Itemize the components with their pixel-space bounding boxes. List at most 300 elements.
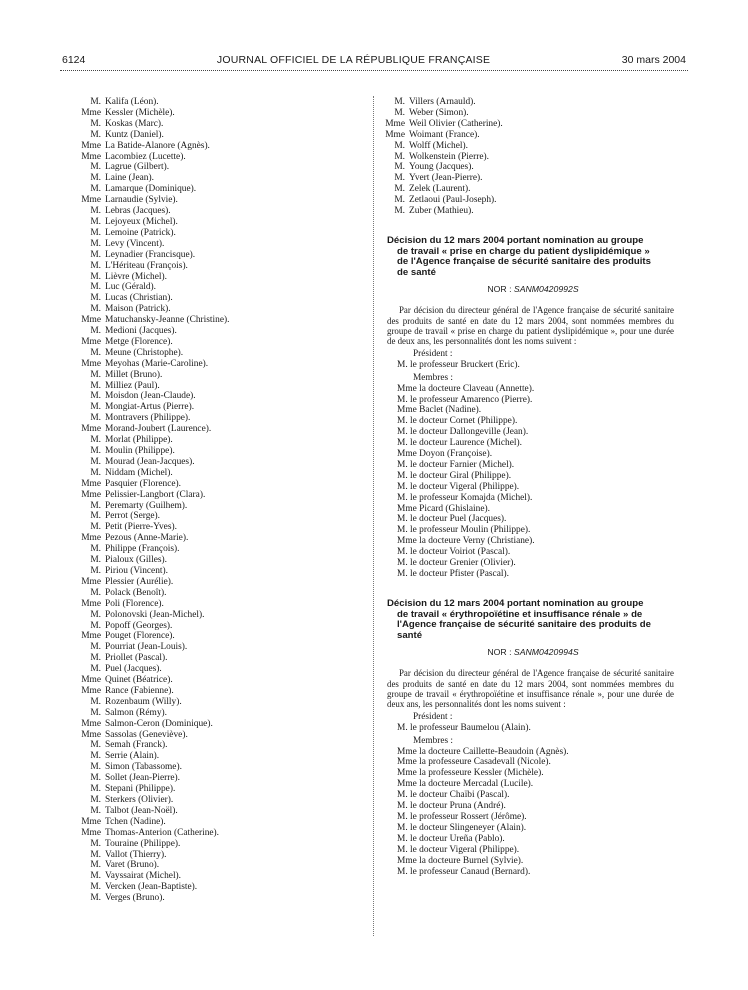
entry-title: Mme [81, 598, 101, 609]
decision-1-title-line: de santé [397, 266, 436, 278]
entry-name: Simon (Tabassome). [105, 762, 182, 773]
entry-name: Young (Jacques). [409, 162, 474, 173]
entry-title: M. [90, 620, 101, 631]
name-entry [80, 97, 365, 108]
member-entry: M. le professeur Rossert (Jérôme). [397, 811, 527, 822]
name-entry [383, 141, 683, 152]
name-entry [80, 195, 365, 206]
entry-name: Salmon-Ceron (Dominique). [105, 718, 213, 729]
name-entry [80, 806, 365, 817]
entry-title: Mme [81, 140, 101, 151]
member-entry: Mme Doyon (Françoise). [397, 449, 493, 460]
entry-title: M. [90, 882, 101, 893]
entry-name: Lacombiez (Lucette). [105, 151, 186, 162]
entry-name: Levy (Vincent). [105, 238, 165, 249]
member-entry: Mme Picard (Ghislaine). [397, 503, 490, 514]
entry-title: M. [90, 860, 101, 871]
name-entry [80, 839, 365, 850]
decision-1-president: M. le professeur Bruckert (Eric). [397, 359, 520, 370]
entry-title: M. [90, 740, 101, 751]
entry-name: Lamarque (Dominique). [105, 184, 197, 195]
entry-name: Lagrue (Gilbert). [105, 162, 170, 173]
name-entry [80, 762, 365, 773]
decision-2-president-label: Président : [413, 711, 453, 722]
name-entry [383, 162, 683, 173]
member-entry: M. le docteur Ureña (Pablo). [397, 833, 505, 844]
name-entry [80, 522, 365, 533]
entry-name: Matuchansky-Jeanne (Christine). [105, 315, 230, 326]
member-entry: M. le docteur Voiriot (Pascal). [397, 547, 511, 558]
entry-name: Meune (Christophe). [105, 347, 184, 358]
name-entry [80, 293, 365, 304]
entry-title: M. [90, 893, 101, 904]
name-entry [80, 719, 365, 730]
decision-1-title [383, 236, 675, 278]
entry-name: Kalifa (Léon). [105, 97, 159, 107]
entry-name: Weber (Simon). [409, 107, 469, 118]
member-entry: M. le docteur Vigeral (Philippe). [397, 481, 520, 492]
entry-name: Villers (Arnauld). [409, 97, 476, 107]
entry-title: Mme [81, 336, 101, 347]
entry-name: Moulin (Philippe). [105, 446, 175, 456]
entry-title: Mme [81, 195, 101, 206]
decision-2-title-line: de travail « érythropoïétine et insuffisance rénale » de [397, 608, 643, 620]
name-entry [80, 184, 365, 195]
name-entry [80, 893, 365, 904]
entry-title: Mme [81, 533, 101, 544]
entry-name: Metge (Florence). [105, 336, 173, 347]
entry-name: Vercken (Jean-Baptiste). [105, 882, 198, 893]
entry-name: Touraine (Philippe). [105, 838, 181, 849]
name-entry [80, 108, 365, 119]
decision-2-title-line: Décision du 12 mars 2004 portant nomination au groupe [387, 597, 644, 609]
entry-name: Zuber (Mathieu). [409, 206, 474, 217]
entry-title: M. [90, 227, 101, 238]
entry-name: Sollet (Jean-Pierre). [105, 773, 180, 784]
name-entry [80, 457, 365, 468]
name-entry [383, 206, 683, 217]
decision-1-members-label: Membres : [413, 372, 454, 383]
entry-title: M. [90, 696, 101, 707]
name-entry [80, 740, 365, 751]
member-entry: M. le docteur Grenier (Olivier). [397, 558, 516, 569]
entry-name: Piriou (Vincent). [105, 565, 168, 576]
entry-title: M. [90, 162, 101, 173]
name-entry [80, 566, 365, 577]
entry-name: Lièvre (Michel). [105, 271, 167, 282]
name-entry [80, 348, 365, 359]
name-entry [80, 228, 365, 239]
name-entry [80, 555, 365, 566]
name-entry [383, 152, 683, 163]
entry-name: Laine (Jean). [105, 173, 154, 184]
name-entry [80, 686, 365, 697]
entry-name: Kessler (Michèle). [105, 107, 175, 118]
entry-name: Pasquier (Florence). [105, 478, 182, 489]
entry-title: M. [90, 402, 101, 413]
entry-title: M. [90, 456, 101, 467]
entry-name: Vallot (Thierry). [105, 849, 167, 860]
entry-name: Morand-Joubert (Laurence). [105, 424, 212, 435]
entry-title: Mme [81, 675, 101, 686]
name-entry [80, 664, 365, 675]
member-entry: Mme la docteure Caillette-Beaudoin (Agnès). [397, 746, 569, 757]
entry-name: Niddam (Michel). [105, 467, 173, 478]
entry-name: Quinet (Béatrice). [105, 675, 173, 686]
entry-title: M. [90, 751, 101, 762]
name-entry [80, 424, 365, 435]
entry-title: M. [90, 260, 101, 271]
name-entry [80, 751, 365, 762]
entry-title: M. [90, 173, 101, 184]
member-entry: M. le docteur Laurence (Michel). [397, 438, 522, 449]
decision-2-title [383, 599, 675, 641]
entry-name: Lucas (Christian). [105, 293, 173, 304]
name-entry [80, 152, 365, 163]
entry-title: M. [394, 184, 405, 195]
name-entry [80, 697, 365, 708]
name-entry [80, 599, 365, 610]
entry-name: Pelissier-Langbort (Clara). [105, 489, 206, 500]
entry-title: M. [90, 129, 101, 140]
member-entry: M. le docteur Chaïbi (Pascal). [397, 790, 510, 801]
decision-2-title-line: l'Agence française de sécurité sanitaire des produits de [397, 619, 651, 631]
entry-name: Rance (Fabienne). [105, 685, 174, 696]
entry-title: Mme [385, 118, 405, 129]
entry-title: M. [90, 664, 101, 675]
entry-title: M. [90, 795, 101, 805]
decision-2-nor [383, 647, 683, 658]
name-entry [80, 402, 365, 413]
entry-name: Meyohas (Marie-Caroline). [105, 358, 209, 369]
name-entry [80, 217, 365, 228]
decision-1-title-line: Décision du 12 mars 2004 portant nomination au groupe [387, 234, 644, 246]
nor-label: NOR : [487, 647, 512, 658]
entry-title: Mme [385, 129, 405, 140]
name-entry [80, 588, 365, 599]
decision-1-title-line: de l'Agence française de sécurité sanitaire des produits [397, 256, 651, 268]
entry-title: M. [90, 805, 101, 816]
name-entry [80, 730, 365, 741]
entry-title: Mme [81, 576, 101, 587]
entry-name: Luc (Gérald). [105, 282, 157, 293]
member-entry: M. le docteur Pfister (Pascal). [397, 569, 509, 579]
entry-name: Vayssairat (Michel). [105, 871, 182, 882]
member-entry: M. le docteur Dallongeville (Jean). [397, 427, 529, 438]
entry-title: M. [90, 544, 101, 555]
name-entry [80, 784, 365, 795]
entry-title: M. [90, 282, 101, 293]
entry-name: Pezous (Anne-Marie). [105, 533, 189, 544]
entry-title: Mme [81, 151, 101, 162]
name-entry [80, 479, 365, 490]
entry-name: Popoff (Georges). [105, 620, 173, 631]
entry-name: Lemoine (Patrick). [105, 227, 176, 238]
entry-title: M. [90, 347, 101, 358]
entry-name: Pouget (Florence). [105, 631, 175, 642]
nor-code: SANM0420994S [513, 647, 579, 658]
entry-name: Poli (Florence). [105, 598, 164, 609]
entry-title: M. [90, 773, 101, 784]
name-entry [80, 544, 365, 555]
entry-name: La Batide-Alanore (Agnès). [105, 140, 210, 151]
entry-title: M. [90, 184, 101, 195]
entry-name: Priollet (Pascal). [105, 653, 168, 664]
decision-1-members [383, 384, 683, 580]
entry-name: Sterkers (Olivier). [105, 795, 174, 805]
entry-title: M. [90, 446, 101, 456]
entry-title: M. [394, 173, 405, 184]
name-entry [80, 141, 365, 152]
entry-title: M. [90, 555, 101, 566]
entry-title: M. [90, 413, 101, 424]
member-entry: M. le docteur Pruna (André). [397, 801, 506, 812]
name-entry [80, 642, 365, 653]
name-entry [80, 795, 365, 806]
entry-title: Mme [81, 729, 101, 740]
name-entry [80, 359, 365, 370]
entry-title: M. [90, 653, 101, 664]
entry-title: Mme [81, 718, 101, 729]
entry-name: Perrot (Serge). [105, 511, 161, 522]
member-entry: Mme la docteure Mercadal (Lucile). [397, 779, 534, 790]
journal-title: JOURNAL OFFICIEL DE LA RÉPUBLIQUE FRANÇAISE [216, 54, 491, 66]
entry-title: Mme [81, 358, 101, 369]
decision-1-president-label: Président : [413, 348, 453, 359]
entry-title: M. [90, 238, 101, 249]
name-entry [80, 315, 365, 326]
member-entry: M. le professeur Moulin (Philippe). [397, 525, 531, 536]
entry-title: Mme [81, 315, 101, 326]
entry-name: Montravers (Philippe). [105, 413, 191, 424]
name-entry [80, 391, 365, 402]
name-entry [80, 413, 365, 424]
decision-1-nor [383, 284, 683, 295]
entry-title: M. [90, 304, 101, 315]
name-entry [80, 577, 365, 588]
entry-name: Tchen (Nadine). [105, 816, 166, 827]
name-entry [80, 773, 365, 784]
name-entry [80, 828, 365, 839]
entry-title: M. [90, 435, 101, 446]
page-number: 6124 [62, 54, 86, 66]
name-entry [80, 653, 365, 664]
right-name-list [383, 97, 683, 217]
name-entry [80, 882, 365, 893]
page-header [62, 44, 686, 66]
entry-name: Wolkenstein (Pierre). [409, 151, 489, 162]
entry-title: Mme [81, 685, 101, 696]
entry-title: M. [90, 467, 101, 478]
entry-name: Millet (Bruno). [105, 369, 163, 380]
member-entry: Mme Baclet (Nadine). [397, 405, 482, 416]
entry-name: Larnaudie (Sylvie). [105, 195, 178, 206]
entry-title: M. [394, 162, 405, 173]
column-divider [373, 96, 374, 936]
name-entry [80, 272, 365, 283]
member-entry: M. le professeur Komajda (Michel). [397, 492, 533, 503]
name-entry [383, 184, 683, 195]
name-entry [80, 173, 365, 184]
entry-name: Lebras (Jacques). [105, 206, 171, 217]
entry-title: M. [394, 151, 405, 162]
entry-title: Mme [81, 424, 101, 435]
name-entry [80, 871, 365, 882]
entry-name: Varet (Bruno). [105, 860, 160, 871]
entry-name: Petit (Pierre-Yves). [105, 522, 177, 533]
name-entry [80, 631, 365, 642]
entry-name: Verges (Bruno). [105, 893, 165, 904]
name-entry [80, 250, 365, 261]
entry-title: M. [90, 522, 101, 533]
name-entry [80, 304, 365, 315]
entry-title: M. [90, 609, 101, 620]
name-entry [383, 173, 683, 184]
entry-name: Woimant (France). [409, 129, 480, 140]
entry-title: M. [90, 849, 101, 860]
entry-title: M. [90, 216, 101, 227]
decision-2-title-line: santé [397, 629, 423, 641]
decision-2-paragraph: Par décision du directeur général de l'Agence française de sécurité sanitaire des produits de santé en date du 12 mars 2004, sont nommées membres du groupe de travail « érythropoïétine et insuffisance rénale », pour une durée de deux ans, les personnalités dont les noms suivent : [387, 668, 674, 710]
name-entry [80, 282, 365, 293]
entry-name: Semah (Franck). [105, 740, 168, 751]
entry-title: Mme [81, 107, 101, 118]
name-entry [80, 610, 365, 621]
name-entry [80, 501, 365, 512]
name-entry [80, 206, 365, 217]
entry-name: Mongiat-Artus (Pierre). [105, 402, 195, 413]
name-entry [80, 817, 365, 828]
entry-name: Mourad (Jean-Jacques). [105, 456, 195, 467]
member-entry: M. le professeur Amarenco (Pierre). [397, 394, 533, 405]
name-entry [80, 119, 365, 130]
name-entry [80, 621, 365, 632]
entry-name: Philippe (François). [105, 544, 180, 555]
entry-name: Zelek (Laurent). [409, 184, 471, 195]
issue-date: 30 mars 2004 [621, 54, 686, 66]
entry-name: Morlat (Philippe). [105, 435, 173, 446]
entry-name: Medioni (Jacques). [105, 326, 177, 337]
entry-title: M. [394, 195, 405, 206]
name-entry [80, 860, 365, 871]
entry-name: Maison (Patrick). [105, 304, 171, 315]
entry-title: Mme [81, 478, 101, 489]
entry-name: Zetlaoui (Paul-Joseph). [409, 195, 497, 206]
entry-title: Mme [81, 631, 101, 642]
entry-name: Moisdon (Jean-Claude). [105, 391, 196, 402]
entry-title: M. [90, 249, 101, 260]
entry-title: M. [90, 565, 101, 576]
entry-name: Pourriat (Jean-Louis). [105, 642, 188, 653]
entry-name: Wolff (Michel). [409, 140, 468, 151]
entry-title: M. [90, 642, 101, 653]
entry-title: Mme [81, 489, 101, 500]
member-entry: M. le docteur Puel (Jacques). [397, 514, 507, 525]
entry-name: Pialoux (Gilles). [105, 555, 167, 566]
entry-name: Puel (Jacques). [105, 664, 162, 675]
decision-2-president: M. le professeur Baumelou (Alain). [397, 722, 531, 733]
entry-title: M. [90, 326, 101, 337]
entry-title: M. [90, 762, 101, 773]
entry-title: M. [90, 206, 101, 217]
name-entry [80, 468, 365, 479]
entry-name: Rozenbaum (Willy). [105, 696, 182, 707]
name-entry [383, 108, 683, 119]
header-rule [60, 70, 688, 71]
entry-name: Weil Olivier (Catherine). [409, 118, 503, 129]
entry-name: Milliez (Paul). [105, 380, 160, 391]
right-column [383, 97, 683, 877]
member-entry: Mme la professeure Kessler (Michèle). [397, 768, 544, 779]
name-entry [80, 261, 365, 272]
entry-title: M. [90, 500, 101, 511]
name-entry [80, 533, 365, 544]
entry-title: M. [90, 871, 101, 882]
nor-label: NOR : [487, 284, 512, 295]
name-entry [80, 490, 365, 501]
name-entry [80, 130, 365, 141]
entry-name: Peremarty (Guilhem). [105, 500, 188, 511]
name-entry [80, 435, 365, 446]
member-entry: Mme la docteure Burnel (Sylvie). [397, 855, 524, 866]
member-entry: M. le docteur Cornet (Philippe). [397, 416, 518, 427]
name-entry [80, 370, 365, 381]
entry-title: M. [90, 587, 101, 598]
name-entry [80, 511, 365, 522]
decision-2-members-label: Membres : [413, 735, 454, 746]
entry-name: Stepani (Philippe). [105, 784, 176, 795]
entry-title: M. [394, 206, 405, 217]
decision-1-paragraph: Par décision du directeur général de l'Agence française de sécurité sanitaire des produits de santé en date du 12 mars 2004, sont nommées membres du groupe de travail « prise en charge du patient dyslipidémique », pour une durée de deux ans, les personnalités dont les noms suivent : [387, 305, 674, 347]
name-entry [80, 675, 365, 686]
entry-title: M. [90, 271, 101, 282]
member-entry: M. le docteur Farnier (Michel). [397, 459, 515, 470]
entry-name: Sassolas (Geneviève). [105, 729, 188, 740]
entry-title: M. [90, 380, 101, 391]
entry-title: Mme [81, 816, 101, 827]
entry-title: M. [90, 511, 101, 522]
name-entry [383, 97, 683, 108]
entry-title: M. [90, 293, 101, 304]
entry-title: M. [90, 838, 101, 849]
entry-name: Koskas (Marc). [105, 118, 164, 129]
entry-title: M. [90, 784, 101, 795]
entry-name: Leynadier (Francisque). [105, 249, 196, 260]
member-entry: M. le docteur Vigeral (Philippe). [397, 844, 520, 855]
member-entry: Mme la docteure Verny (Christiane). [397, 536, 535, 547]
name-entry [383, 195, 683, 206]
member-entry: Mme la professeure Casadevall (Nicole). [397, 757, 551, 768]
entry-name: Kuntz (Daniel). [105, 129, 164, 140]
name-entry [80, 850, 365, 861]
member-entry: M. le docteur Slingeneyer (Alain). [397, 822, 527, 833]
entry-name: Lejoyeux (Michel). [105, 216, 178, 227]
entry-title: M. [394, 97, 405, 107]
entry-name: L'Hériteau (François). [105, 260, 188, 271]
entry-name: Yvert (Jean-Pierre). [409, 173, 483, 184]
name-entry [383, 119, 683, 130]
entry-name: Thomas-Anterion (Catherine). [105, 827, 220, 838]
name-entry [80, 381, 365, 392]
entry-name: Plessier (Aurélie). [105, 576, 174, 587]
name-entry [80, 326, 365, 337]
name-entry [80, 162, 365, 173]
entry-title: M. [394, 107, 405, 118]
entry-name: Polonovski (Jean-Michel). [105, 609, 205, 620]
nor-code: SANM0420992S [513, 284, 579, 295]
entry-name: Talbot (Jean-Noël). [105, 805, 178, 816]
entry-title: M. [90, 391, 101, 402]
